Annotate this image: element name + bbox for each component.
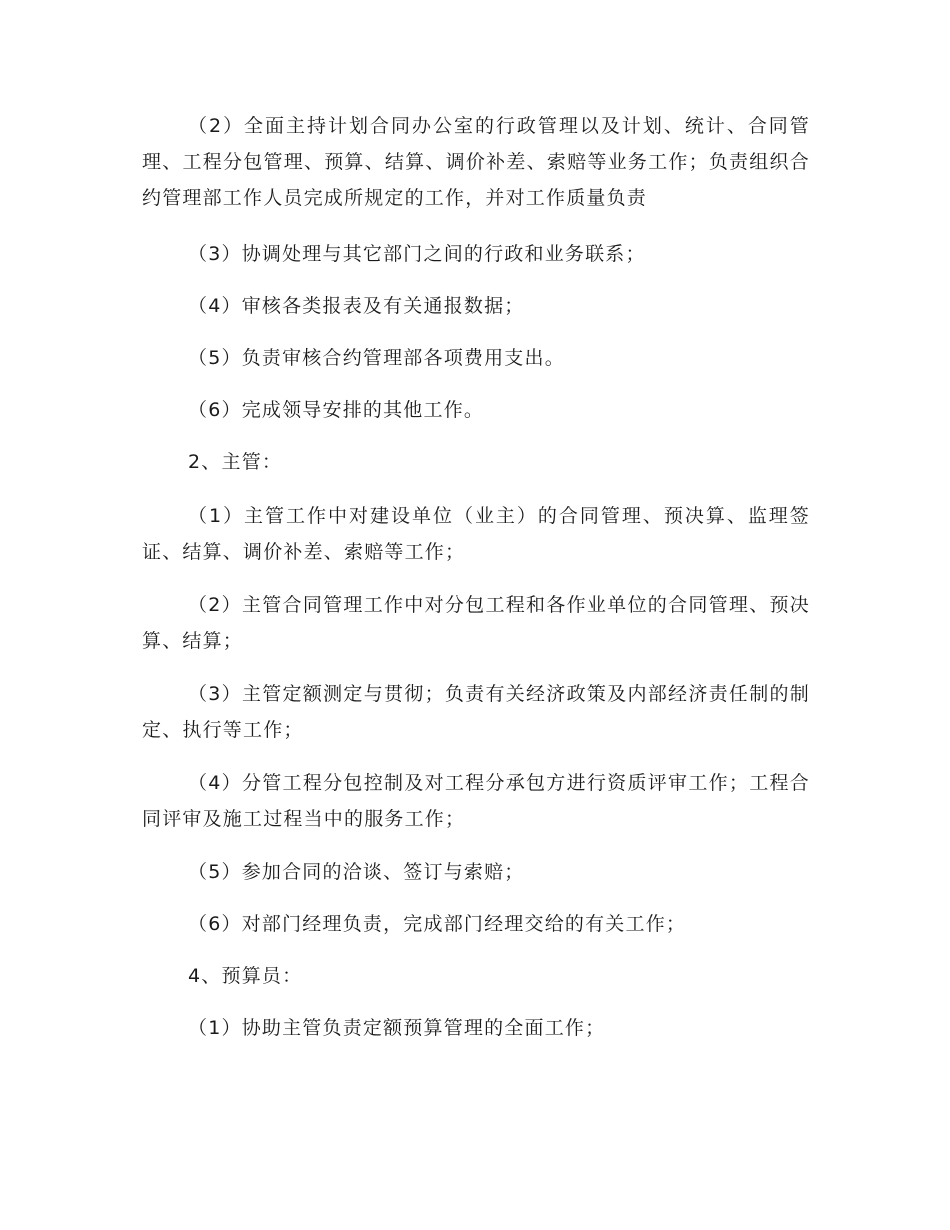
paragraph-director-duty-6: （6）完成领导安排的其他工作。 <box>188 399 485 421</box>
paragraph-director-duty-3: （3）协调处理与其它部门之间的行政和业务联系； <box>188 243 646 265</box>
section-heading-supervisor: 2、主管： <box>188 451 283 473</box>
paragraph-supervisor-duty-4: （4）分管工程分包控制及对工程分承包方进行资质评审工作；工程合同评审及施工过程当中的服务工作； <box>142 772 810 830</box>
paragraph-supervisor-duty-1: （1）主管工作中对建设单位（业主）的合同管理、预决算、监理签证、结算、调价补差、索赔等工作； <box>142 505 810 563</box>
paragraph-budget-officer-duty-1: （1）协助主管负责定额预算管理的全面工作； <box>188 1017 606 1039</box>
paragraph-director-duty-4: （4）审核各类报表及有关通报数据； <box>188 295 525 317</box>
section-heading-budget-officer: 4、预算员： <box>188 965 303 987</box>
paragraph-supervisor-duty-2: （2）主管合同管理工作中对分包工程和各作业单位的合同管理、预决算、结算； <box>142 594 810 652</box>
paragraph-supervisor-duty-5: （5）参加合同的洽谈、签订与索赔； <box>188 861 525 883</box>
paragraph-supervisor-duty-6: （6）对部门经理负责，完成部门经理交给的有关工作； <box>188 913 687 935</box>
paragraph-supervisor-duty-3: （3）主管定额测定与贯彻；负责有关经济政策及内部经济责任制的制定、执行等工作； <box>142 683 810 741</box>
paragraph-director-duty-2: （2）全面主持计划合同办公室的行政管理以及计划、统计、合同管理、工程分包管理、预算、结算、调价补差、索赔等业务工作；负责组织合约管理部工作人员完成所规定的工作，并对工作质量负责 <box>142 115 810 209</box>
paragraph-director-duty-5: （5）负责审核合约管理部各项费用支出。 <box>188 347 565 369</box>
